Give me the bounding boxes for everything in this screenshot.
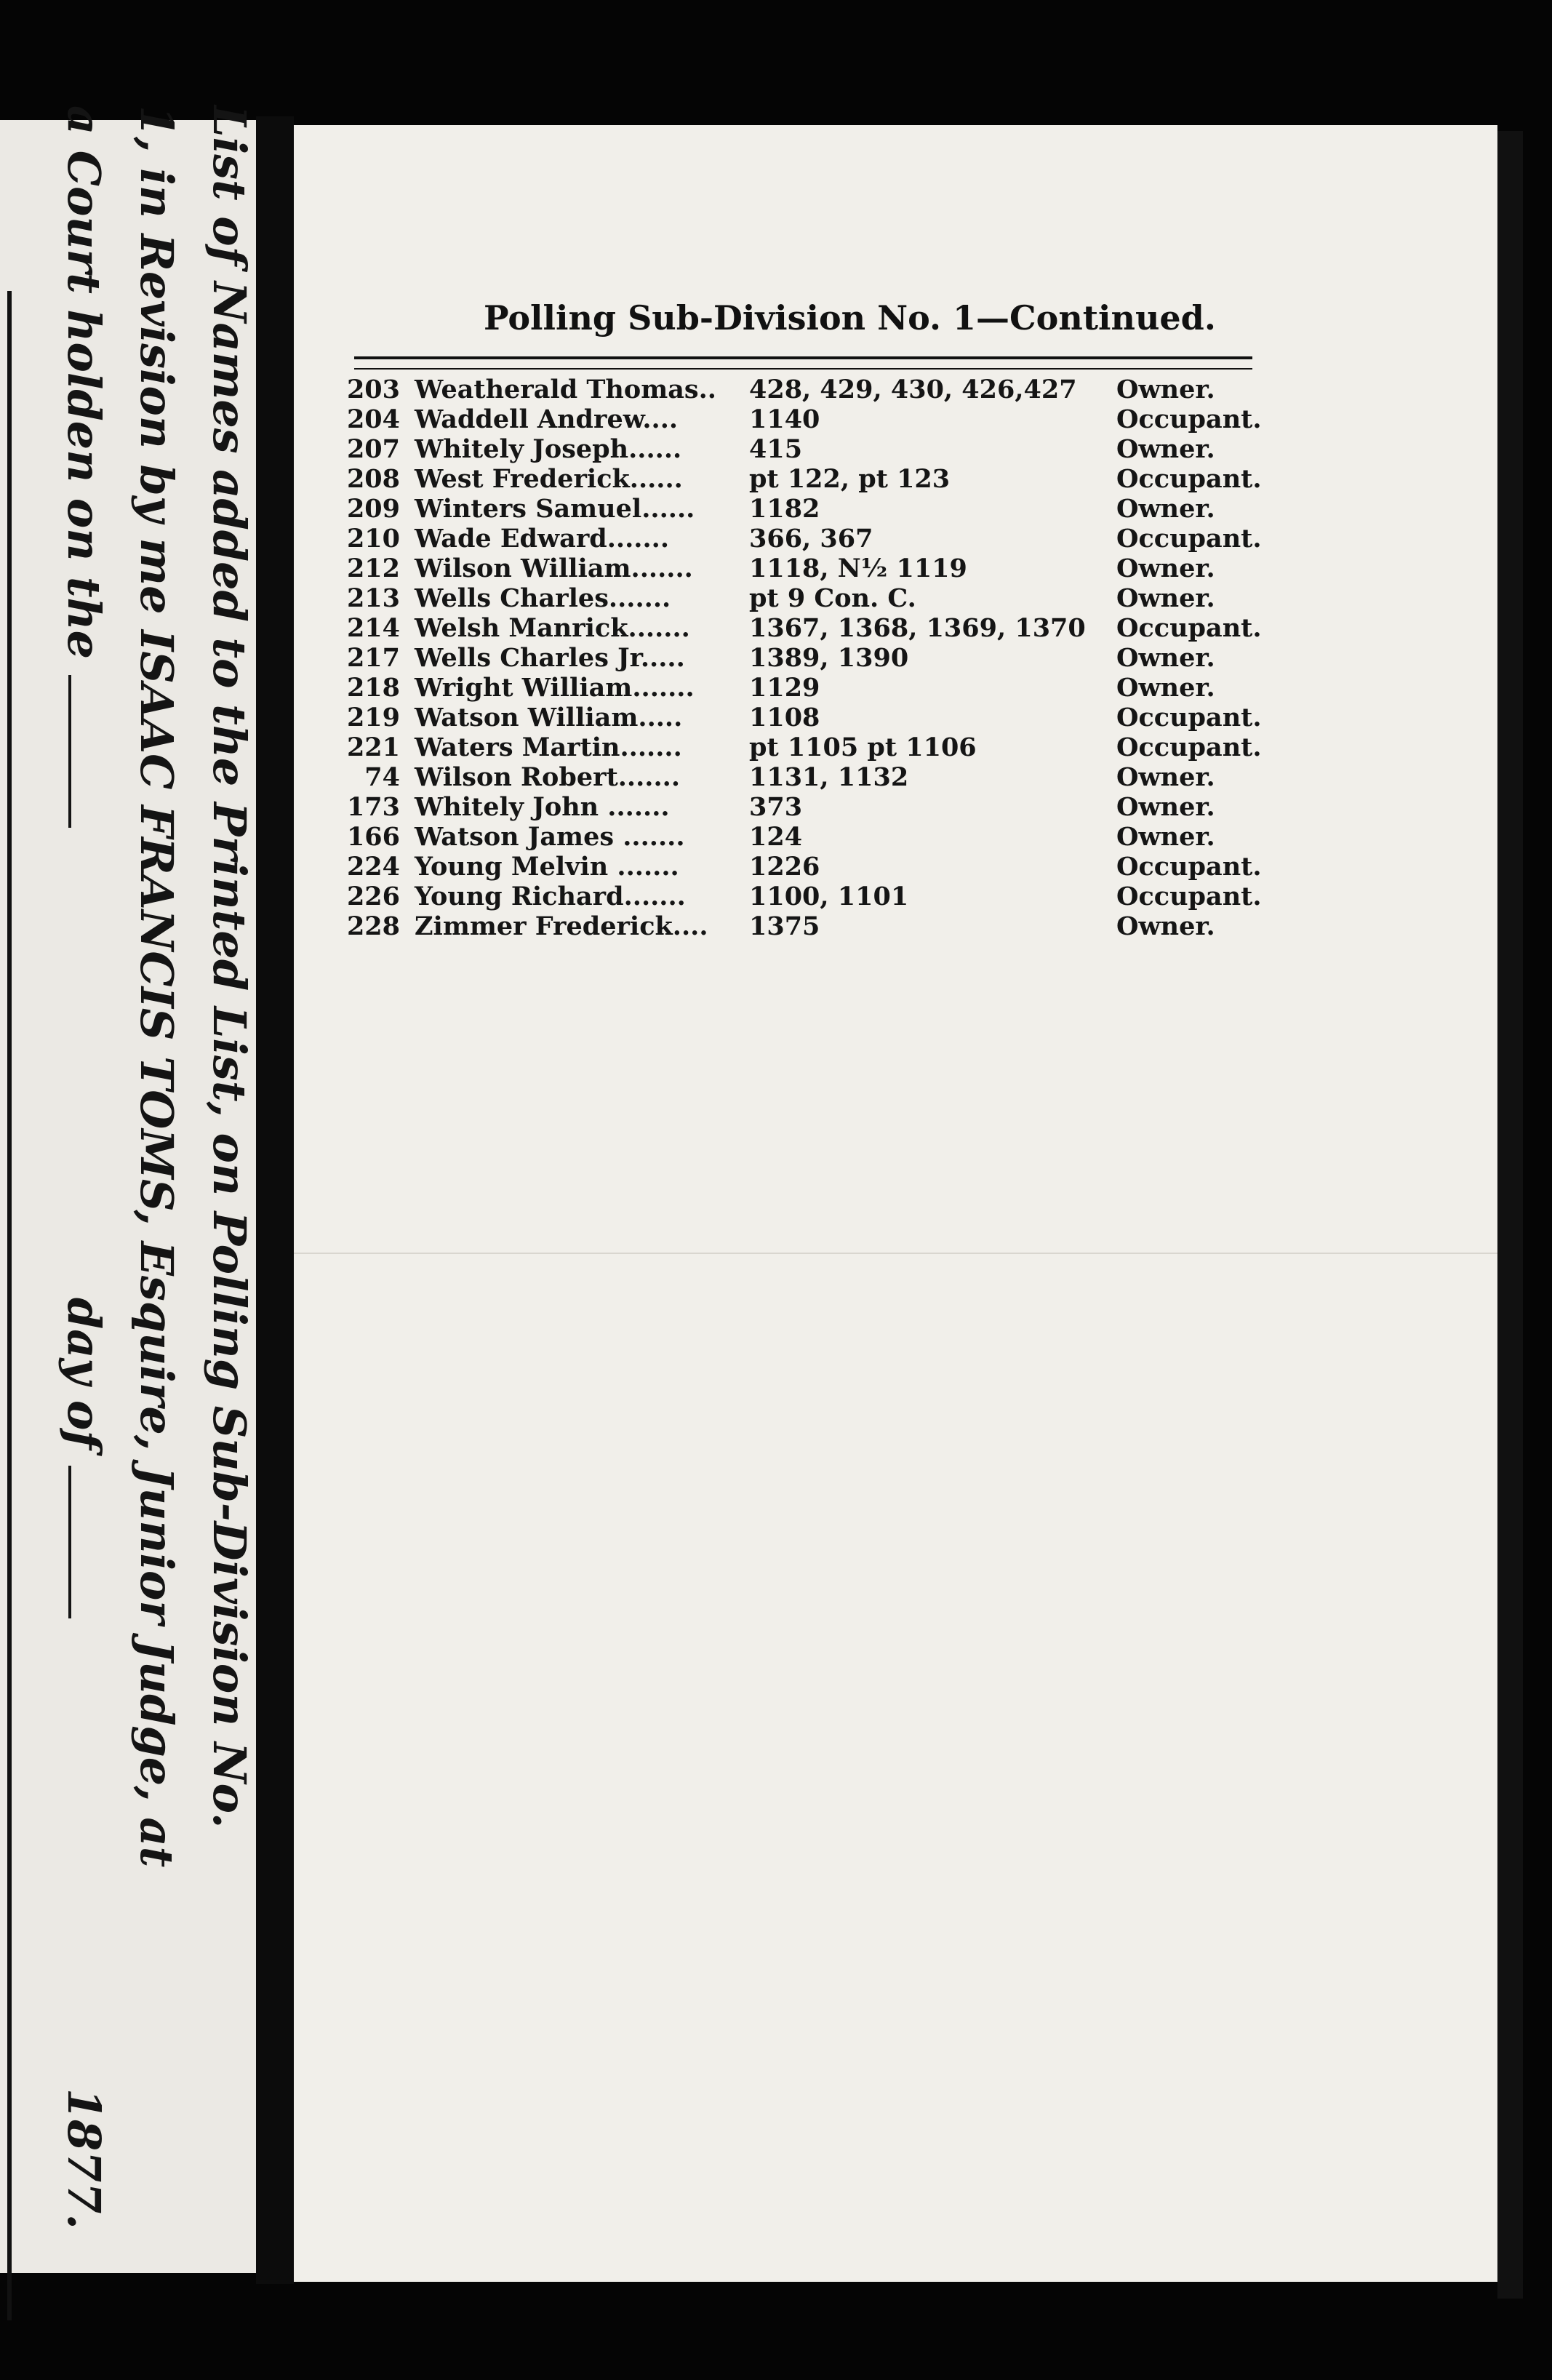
entry-num: 213 — [346, 583, 400, 613]
entry-name: Young Melvin ....... — [415, 852, 679, 882]
heading-rule — [354, 356, 1252, 370]
list-item — [331, 792, 1269, 822]
entry-num: 208 — [346, 464, 400, 494]
side-note-line-2 — [120, 105, 193, 2229]
list-item — [331, 882, 1269, 911]
entry-lots: 1140 — [749, 404, 820, 434]
entry-num: 219 — [346, 703, 400, 732]
list-item — [331, 524, 1269, 554]
entry-num: 204 — [346, 404, 400, 434]
list-item — [331, 703, 1269, 732]
entry-lots: 373 — [749, 792, 803, 822]
side-note — [4, 105, 265, 2229]
entry-name: Wilson Robert....... — [415, 762, 681, 792]
entry-name: Watson William..... — [415, 703, 683, 732]
entry-num: 221 — [346, 732, 400, 762]
entry-status: Occupant. — [1116, 524, 1262, 554]
entry-name: Zimmer Frederick.... — [415, 911, 708, 941]
entry-name: Wright William....... — [415, 673, 695, 703]
entry-status: Owner. — [1116, 792, 1215, 822]
side-note-line-2-text: 1, in Revision by me ISAAC FRANCIS TOMS, Esquire, Junior Judge, at — [130, 105, 183, 1868]
entry-status: Owner. — [1116, 911, 1215, 941]
entry-name: Winters Samuel...... — [415, 494, 695, 524]
entry-status: Owner. — [1116, 434, 1215, 464]
entry-num: 173 — [346, 792, 400, 822]
entry-num: 228 — [346, 911, 400, 941]
entry-lots: 1182 — [749, 494, 820, 524]
entry-name: Welsh Manrick....... — [415, 613, 690, 643]
entry-status: Occupant. — [1116, 882, 1262, 911]
side-note-line-1-text: List of Names added to the Printed List, on Polling Sub-Division No. — [203, 105, 256, 1829]
entry-num: 217 — [346, 643, 400, 673]
entry-name: Watson James ....... — [415, 822, 685, 852]
side-note-line-3-b — [47, 1298, 120, 1618]
entry-name: Wade Edward....... — [415, 524, 670, 554]
entry-lots: 1108 — [749, 703, 820, 732]
list-item — [331, 911, 1269, 941]
entry-lots: 1129 — [749, 673, 820, 703]
entry-lots: pt 9 Con. C. — [749, 583, 916, 613]
entry-name: West Frederick...... — [415, 464, 683, 494]
page-heading: Polling Sub-Division No. 1—Continued. — [484, 298, 1216, 338]
entry-num: 203 — [346, 375, 400, 404]
entry-num: 166 — [346, 822, 400, 852]
list-item — [331, 673, 1269, 703]
entry-lots: 366, 367 — [749, 524, 873, 554]
entry-name: Wilson William....... — [415, 554, 693, 583]
entry-status: Occupant. — [1116, 852, 1262, 882]
entry-status: Owner. — [1116, 375, 1215, 404]
entry-lots: pt 1105 pt 1106 — [749, 732, 977, 762]
entry-status: Owner. — [1116, 554, 1215, 583]
side-note-year: 1877. — [57, 2088, 111, 2229]
side-note-line-3-a — [47, 105, 120, 828]
entry-status: Owner. — [1116, 583, 1215, 613]
list-item — [331, 554, 1269, 583]
side-note-line-1 — [193, 105, 265, 2229]
voter-list — [331, 375, 1269, 941]
entry-lots: 1226 — [749, 852, 820, 882]
entry-name: Waters Martin....... — [415, 732, 682, 762]
entry-num: 226 — [346, 882, 400, 911]
entry-name: Wells Charles....... — [415, 583, 671, 613]
entry-lots: 1367, 1368, 1369, 1370 — [749, 613, 1086, 643]
day-of-text: day of — [57, 1297, 111, 1450]
entry-num: 210 — [346, 524, 400, 554]
list-item — [331, 583, 1269, 613]
list-item — [331, 434, 1269, 464]
entry-status: Occupant. — [1116, 732, 1262, 762]
entry-name: Wells Charles Jr..... — [415, 643, 685, 673]
entry-num: 209 — [346, 494, 400, 524]
side-note-line-3 — [47, 105, 120, 2229]
entry-lots: 124 — [749, 822, 803, 852]
list-item — [331, 375, 1269, 404]
list-item — [331, 732, 1269, 762]
entry-num: 224 — [346, 852, 400, 882]
entry-num: 212 — [346, 554, 400, 583]
entry-lots: 1375 — [749, 911, 820, 941]
entry-status: Occupant. — [1116, 613, 1262, 643]
entry-num: 214 — [346, 613, 400, 643]
page-edge-shadow — [1497, 131, 1523, 2299]
list-item — [331, 464, 1269, 494]
entry-lots: 428, 429, 430, 426,427 — [749, 375, 1077, 404]
entry-name: Whitely Joseph...... — [415, 434, 682, 464]
court-holden-text: a Court holden on the — [57, 105, 111, 660]
entry-num: 218 — [346, 673, 400, 703]
page-fold-line — [294, 1253, 1497, 1254]
entry-name: Waddell Andrew.... — [415, 404, 679, 434]
entry-status: Occupant. — [1116, 404, 1262, 434]
list-item — [331, 404, 1269, 434]
list-item — [331, 494, 1269, 524]
entry-lots: 415 — [749, 434, 803, 464]
entry-name: Whitely John ....... — [415, 792, 670, 822]
entry-lots: 1131, 1132 — [749, 762, 909, 792]
list-item — [331, 822, 1269, 852]
entry-lots: pt 122, pt 123 — [749, 464, 951, 494]
blank-day-line — [68, 675, 115, 828]
list-item — [331, 613, 1269, 643]
entry-name: Weatherald Thomas.. — [415, 375, 716, 404]
entry-lots: 1100, 1101 — [749, 882, 909, 911]
list-item — [331, 762, 1269, 792]
entry-status: Owner. — [1116, 762, 1215, 792]
entry-name: Young Richard....... — [415, 882, 686, 911]
entry-status: Owner. — [1116, 643, 1215, 673]
entry-status: Occupant. — [1116, 464, 1262, 494]
entry-status: Owner. — [1116, 822, 1215, 852]
entry-status: Occupant. — [1116, 703, 1262, 732]
entry-lots: 1389, 1390 — [749, 643, 909, 673]
entry-lots: 1118, N½ 1119 — [749, 554, 967, 583]
list-item — [331, 852, 1269, 882]
blank-month-line — [68, 1466, 115, 1618]
list-item — [331, 643, 1269, 673]
entry-status: Owner. — [1116, 494, 1215, 524]
entry-num: 74 — [364, 762, 400, 792]
entry-status: Owner. — [1116, 673, 1215, 703]
entry-num: 207 — [346, 434, 400, 464]
